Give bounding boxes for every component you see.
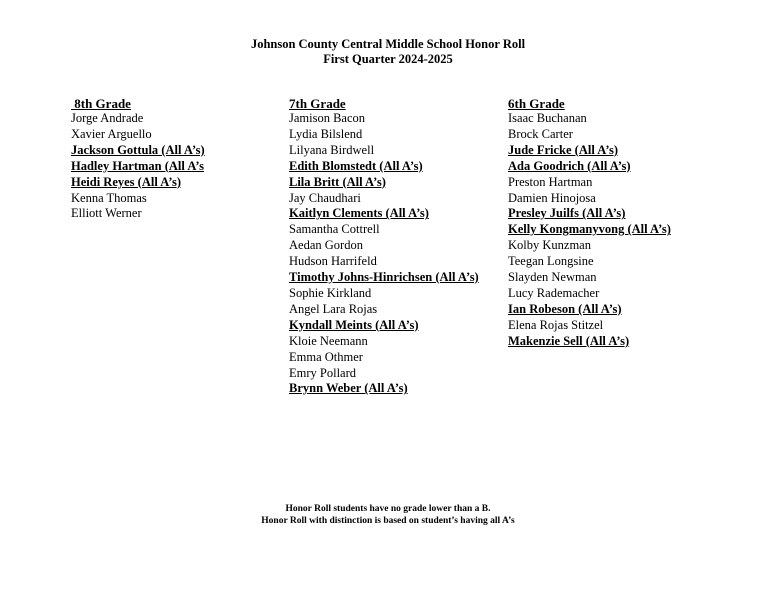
footer-note-line-2: Honor Roll with distinction is based on student’s having all A’s [261, 516, 515, 526]
student-name-all-as: Jude Fricke (All A’s) [508, 142, 619, 157]
document-header [0, 37, 776, 67]
student-name: Kloie Neemann [289, 333, 368, 348]
student-name: Slayden Newman [508, 270, 597, 285]
student-name-all-as: Brynn Weber (All A’s) [289, 381, 408, 396]
student-name-all-as: Kyndall Meints (All A’s) [289, 317, 419, 332]
student-name: Elliott Werner [71, 206, 142, 221]
student-name: Jorge Andrade [71, 111, 144, 125]
grade-8-column [71, 96, 205, 222]
student-name-all-as: Heidi Reyes (All A’s) [71, 174, 182, 189]
student-name: Hudson Harrifeld [289, 254, 377, 269]
student-name-all-as: Jackson Gottula (All A’s) [71, 142, 205, 157]
student-name: Jay Chaudhari [289, 190, 361, 205]
student-name-all-as: Ian Robeson (All A’s) [508, 301, 622, 316]
document-subtitle: First Quarter 2024-2025 [323, 52, 453, 66]
student-name: Aedan Gordon [289, 238, 363, 253]
student-name: Lilyana Birdwell [289, 142, 375, 157]
student-name: Preston Hartman [508, 174, 593, 189]
student-name: Brock Carter [508, 126, 573, 141]
student-name: Kenna Thomas [71, 190, 147, 205]
grade-6-student-list [508, 111, 671, 350]
student-name: Jamison Bacon [289, 111, 366, 125]
document-title: Johnson County Central Middle School Honor Roll [250, 37, 526, 51]
student-name: Damien Hinojosa [508, 190, 596, 205]
footer-note-line-1: Honor Roll students have no grade lower than a B. [285, 504, 491, 514]
student-name: Kolby Kunzman [508, 238, 591, 253]
grade-7-student-list [289, 111, 479, 397]
grade-7-column [289, 96, 479, 397]
student-name-all-as: Presley Juilfs (All A’s) [508, 206, 626, 221]
student-name-all-as: Kelly Kongmanyvong (All A’s) [508, 222, 671, 237]
student-name-all-as: Kaitlyn Clements (All A’s) [289, 206, 429, 221]
grade-6-heading: 6th Grade [508, 96, 565, 111]
student-name: Angel Lara Rojas [289, 301, 378, 316]
student-name: Samantha Cottrell [289, 222, 380, 237]
student-name-all-as: Lila Britt (All A’s) [289, 174, 386, 189]
student-name: Lucy Rademacher [508, 285, 600, 300]
student-name: Sophie Kirkland [289, 285, 372, 300]
student-name: Isaac Buchanan [508, 111, 587, 125]
student-name: Xavier Arguello [71, 126, 152, 141]
student-name-all-as: Timothy Johns-Hinrichsen (All A’s) [289, 270, 479, 285]
student-name-all-as: Hadley Hartman (All A’s [71, 158, 204, 173]
student-name: Teegan Longsine [508, 254, 594, 269]
student-name-all-as: Makenzie Sell (All A’s) [508, 333, 630, 348]
grade-8-heading: 8th Grade [71, 96, 131, 111]
grade-8-student-list [71, 111, 205, 222]
honor-roll-notes [0, 503, 776, 527]
student-name: Emma Othmer [289, 349, 363, 364]
student-name: Lydia Bilslend [289, 126, 363, 141]
student-name-all-as: Edith Blomstedt (All A’s) [289, 158, 423, 173]
grade-6-column [508, 96, 671, 350]
student-name: Emry Pollard [289, 365, 357, 380]
grade-7-heading: 7th Grade [289, 96, 346, 111]
student-name: Elena Rojas Stitzel [508, 317, 604, 332]
student-name-all-as: Ada Goodrich (All A’s) [508, 158, 631, 173]
